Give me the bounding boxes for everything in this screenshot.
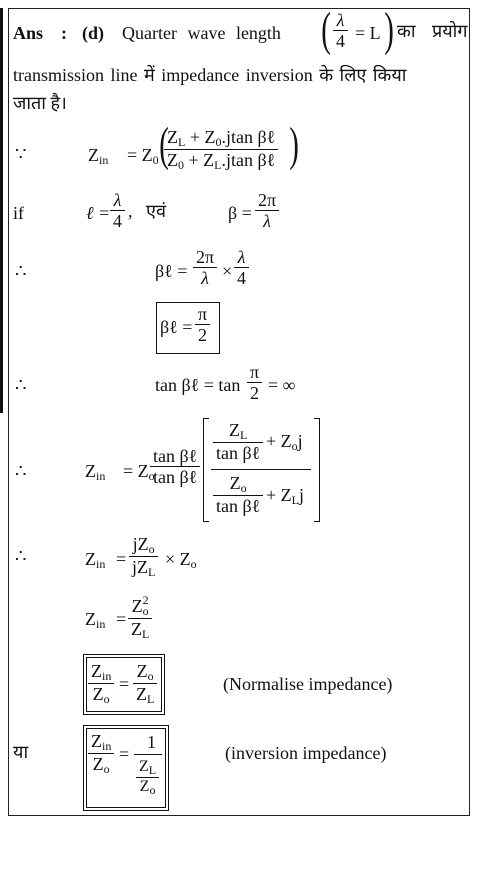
step5-result: = ∞ bbox=[268, 375, 296, 395]
close-paren: ) bbox=[384, 3, 394, 56]
s5-num: π bbox=[247, 362, 262, 383]
step6-right-bracket bbox=[314, 418, 320, 522]
s8d-sub: L bbox=[142, 627, 150, 641]
s7-num bbox=[129, 534, 158, 557]
s10id-z: Z bbox=[139, 778, 150, 795]
step6-tan-frac bbox=[150, 446, 200, 487]
z0-sub: 0 bbox=[152, 153, 159, 167]
step7-lhs bbox=[85, 550, 105, 570]
step7-eq: = bbox=[116, 549, 127, 569]
step1-fraction bbox=[164, 127, 278, 172]
step5-frac bbox=[247, 362, 262, 403]
s10in-sub: L bbox=[148, 763, 157, 777]
s6-eqsub: o bbox=[148, 469, 155, 483]
s7-times-z: × Z bbox=[165, 549, 191, 569]
step3-times: × bbox=[222, 261, 233, 281]
s10-n1 bbox=[88, 731, 114, 754]
therefore-2: ∴ bbox=[15, 375, 27, 395]
s6bin-z: Z bbox=[229, 473, 241, 493]
header-hindi: का प्रयोग bbox=[397, 21, 468, 41]
therefore-3: ∴ bbox=[15, 461, 27, 481]
s6bin-sub: o bbox=[240, 481, 247, 495]
beta-eq: β = bbox=[228, 203, 252, 223]
s3-den1: λ bbox=[201, 268, 209, 288]
header-frac-den: 4 bbox=[336, 31, 345, 51]
s8n-sup: 2 bbox=[142, 593, 149, 607]
s9d1-z: Z bbox=[92, 684, 104, 704]
eq-z0: = Z bbox=[127, 145, 153, 165]
s9n2-sub: o bbox=[147, 669, 154, 683]
s9-frac1 bbox=[88, 661, 114, 706]
s4-den: 2 bbox=[198, 325, 208, 345]
s10n1-z: Z bbox=[91, 731, 102, 751]
step6-lhs bbox=[85, 462, 105, 482]
option-label: (d) bbox=[82, 23, 104, 43]
step3-lhs: βℓ = bbox=[155, 261, 188, 281]
s6-eq: = Z bbox=[123, 461, 149, 481]
s6br-j: j bbox=[299, 485, 305, 505]
beta-frac-den: λ bbox=[263, 211, 271, 231]
s6tr-j: j bbox=[297, 431, 303, 451]
open-paren: ( bbox=[321, 3, 331, 56]
step8-frac bbox=[128, 593, 152, 641]
s1n-z: Z bbox=[167, 127, 178, 147]
s10-inner-den bbox=[136, 778, 159, 797]
header-eq-L: = L bbox=[355, 23, 381, 43]
s1d-z: Z bbox=[167, 150, 178, 170]
s9-n2 bbox=[133, 661, 157, 684]
s6-tan-num: tan βℓ bbox=[150, 446, 200, 467]
s1d-end: .jtan βℓ bbox=[221, 150, 276, 170]
s8-z: Z bbox=[85, 609, 96, 629]
s7-den bbox=[129, 557, 158, 579]
step1-close-paren: ) bbox=[289, 118, 299, 171]
s9n1-sub: in bbox=[102, 669, 112, 683]
step3-frac2 bbox=[234, 247, 249, 288]
s6tin-sub: L bbox=[239, 428, 248, 442]
s1n-sub2: 0 bbox=[215, 135, 222, 149]
s6-top-rest bbox=[266, 432, 303, 452]
inversion-label: (inversion impedance) bbox=[225, 743, 387, 763]
ans-colon: : bbox=[61, 23, 67, 43]
s6-bot-rest bbox=[266, 486, 304, 506]
header-fraction bbox=[333, 10, 348, 51]
s6-top-inner-frac bbox=[213, 420, 263, 463]
step8-lhs bbox=[85, 610, 105, 630]
s7n-sub: o bbox=[148, 542, 155, 556]
step4-frac bbox=[195, 304, 210, 345]
s7d-z: jZ bbox=[132, 557, 148, 577]
s6tin-z: Z bbox=[228, 420, 240, 440]
beta-frac-num: 2π bbox=[255, 190, 279, 211]
s1n-mid: + Z bbox=[185, 127, 216, 147]
because-symbol: ∵ bbox=[15, 144, 27, 164]
s8n-z: Z bbox=[131, 596, 143, 616]
s8-zsub: in bbox=[96, 617, 106, 631]
s8-num bbox=[128, 593, 152, 619]
s10d1-z: Z bbox=[92, 754, 104, 774]
s4-num: π bbox=[195, 304, 210, 325]
ell-frac-num: λ bbox=[110, 190, 125, 211]
s3-num1: 2π bbox=[193, 247, 217, 268]
step6-main-bar bbox=[211, 469, 311, 470]
s6-top-inner-den: tan βℓ bbox=[216, 443, 261, 463]
normalise-label: (Normalise impedance) bbox=[223, 674, 393, 694]
s8n-sub: o bbox=[142, 604, 149, 618]
s1d-sub2: L bbox=[214, 158, 222, 172]
s9-n1 bbox=[88, 661, 114, 684]
s9d2-z: Z bbox=[136, 684, 147, 704]
s9n2-z: Z bbox=[136, 661, 148, 681]
s9d1-sub: o bbox=[103, 692, 110, 706]
s6tr-z: + Z bbox=[266, 431, 292, 451]
if-label: if bbox=[13, 203, 24, 223]
s1d-sub1: 0 bbox=[178, 158, 184, 172]
s8d-z: Z bbox=[131, 619, 142, 639]
left-margin-bar bbox=[0, 8, 3, 413]
s10in-z: Z bbox=[139, 758, 149, 775]
step7-frac bbox=[129, 534, 158, 579]
ya-label: या bbox=[13, 742, 29, 762]
step1-num bbox=[164, 127, 278, 150]
s6-bot-inner-den: tan βℓ bbox=[216, 496, 261, 516]
s9d2-sub: L bbox=[147, 692, 155, 706]
step1-lhs bbox=[88, 146, 108, 166]
s10-one: 1 bbox=[147, 732, 156, 752]
s8-den bbox=[128, 619, 152, 641]
s10id-sub: o bbox=[149, 783, 156, 797]
step7-times bbox=[165, 550, 197, 570]
s6-tan-den: tan βℓ bbox=[153, 467, 198, 487]
ell-eq: ℓ = bbox=[86, 203, 111, 223]
s10n1-sub: in bbox=[102, 739, 112, 753]
s6tr-sub: o bbox=[291, 439, 298, 453]
s9-d1 bbox=[88, 684, 114, 706]
therefore-4: ∴ bbox=[15, 546, 27, 566]
step4-lhs: βℓ = bbox=[160, 317, 193, 337]
s10-inner-num bbox=[136, 758, 159, 778]
s7d-sub: L bbox=[148, 565, 156, 579]
beta-fraction bbox=[255, 190, 279, 231]
s7n-z: jZ bbox=[132, 534, 149, 554]
s6br-sub: L bbox=[291, 493, 299, 507]
s9n1-z: Z bbox=[91, 661, 102, 681]
s9-d2 bbox=[133, 684, 157, 706]
s3-den2: 4 bbox=[237, 268, 246, 288]
s6-bot-inner-frac bbox=[213, 473, 263, 516]
s10-d1 bbox=[88, 754, 114, 776]
ell-fraction bbox=[110, 190, 125, 231]
s7-times-sub: o bbox=[190, 557, 197, 571]
step5-text: tan βℓ = tan bbox=[155, 375, 241, 395]
header-frac-num: λ bbox=[333, 10, 348, 31]
step3-frac1 bbox=[193, 247, 217, 288]
s6-z: Z bbox=[85, 461, 96, 481]
zin-z: Z bbox=[88, 145, 99, 165]
evam-text: , एवं bbox=[128, 201, 166, 221]
s7-zsub: in bbox=[96, 557, 106, 571]
s10-inner-frac bbox=[136, 758, 159, 797]
s1n-sub1: L bbox=[178, 135, 186, 149]
s3-num2: λ bbox=[234, 247, 249, 268]
therefore-1: ∴ bbox=[15, 261, 27, 281]
s10d1-sub: o bbox=[103, 762, 110, 776]
step1-open-paren: ( bbox=[159, 118, 169, 171]
s1d-mid: + Z bbox=[184, 150, 215, 170]
s10-eq: = bbox=[119, 744, 130, 764]
ans-label: Ans bbox=[13, 23, 44, 43]
step1-eq bbox=[127, 146, 159, 166]
header-text-start: Quarter wave length bbox=[122, 23, 281, 43]
header-line3: जाता है। bbox=[13, 93, 67, 113]
step6-left-bracket bbox=[203, 418, 209, 522]
step8-eq: = bbox=[116, 609, 127, 629]
s9-frac2 bbox=[133, 661, 157, 706]
s6-zsub: in bbox=[96, 469, 106, 483]
s10-main-bar bbox=[134, 754, 162, 755]
s7-z: Z bbox=[85, 549, 96, 569]
step1-den bbox=[164, 150, 278, 172]
header-line2: transmission line में impedance inversion के लिए किया bbox=[13, 65, 407, 85]
s5-den: 2 bbox=[250, 383, 260, 403]
s6br-z: + Z bbox=[266, 485, 292, 505]
s1n-end: .jtan βℓ bbox=[221, 127, 276, 147]
s9-eq: = bbox=[119, 674, 130, 694]
s6-bot-inner-num bbox=[213, 473, 263, 496]
s10-frac1 bbox=[88, 731, 114, 776]
s6-top-inner-num bbox=[213, 420, 263, 443]
ell-frac-den: 4 bbox=[113, 211, 122, 231]
zin-sub: in bbox=[99, 153, 109, 167]
